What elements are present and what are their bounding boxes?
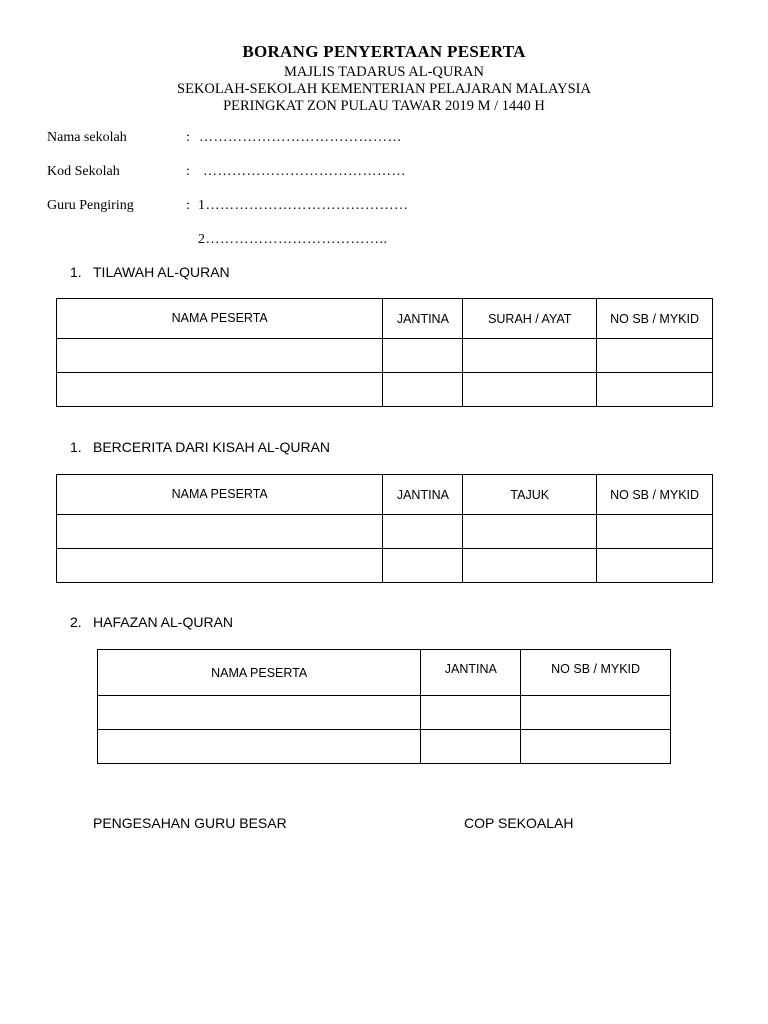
event-level: PERINGKAT ZON PULAU TAWAR 2019 M / 1440 H xyxy=(223,98,545,114)
header-no-sb-mykid: NO SB / MYKID xyxy=(597,299,713,339)
table-header-row xyxy=(57,299,713,339)
header-tajuk: TAJUK xyxy=(463,475,597,515)
surah-ayat-cell[interactable] xyxy=(463,373,597,407)
header-nama-peserta: NAMA PESERTA xyxy=(98,650,421,696)
table-row xyxy=(57,339,713,373)
guru-pengiring-colon: : xyxy=(186,198,190,213)
bercerita-table xyxy=(56,474,713,583)
table-header-row xyxy=(57,475,713,515)
guru-pengiring-field-2[interactable]: 2……………………………….. xyxy=(198,232,388,247)
jantina-cell[interactable] xyxy=(383,549,463,583)
no-sb-mykid-cell[interactable] xyxy=(521,696,671,730)
kod-sekolah-colon: : xyxy=(186,164,190,179)
hafazan-table xyxy=(97,649,671,764)
section-label: HAFAZAN AL-QURAN xyxy=(93,614,234,630)
tajuk-cell[interactable] xyxy=(463,549,597,583)
no-sb-mykid-cell[interactable] xyxy=(597,339,713,373)
form-title: BORANG PENYERTAAN PESERTA xyxy=(242,42,526,61)
nama-peserta-cell[interactable] xyxy=(57,373,383,407)
header-nama-peserta: NAMA PESERTA xyxy=(57,299,383,339)
table-row xyxy=(57,373,713,407)
section-number: 1. xyxy=(70,439,82,455)
header-surah-ayat: SURAH / AYAT xyxy=(463,299,597,339)
section-label: BERCERITA DARI KISAH AL-QURAN xyxy=(93,439,331,455)
event-name: MAJLIS TADARUS AL-QURAN xyxy=(284,64,484,80)
table-row xyxy=(98,696,671,730)
header-jantina: JANTINA xyxy=(383,299,463,339)
header-jantina: JANTINA xyxy=(383,475,463,515)
nama-sekolah-label: Nama sekolah xyxy=(47,130,127,145)
tilawah-table xyxy=(56,298,713,407)
organizer-name: SEKOLAH-SEKOLAH KEMENTERIAN PELAJARAN MALAYSIA xyxy=(177,81,591,97)
no-sb-mykid-cell[interactable] xyxy=(597,515,713,549)
header-nama-peserta: NAMA PESERTA xyxy=(57,475,383,515)
guru-pengiring-field-1[interactable]: 1…………………………………… xyxy=(198,198,409,213)
kod-sekolah-field[interactable]: …………………………………… xyxy=(203,164,406,179)
table-row xyxy=(57,515,713,549)
section-number: 2. xyxy=(70,614,82,630)
tajuk-cell[interactable] xyxy=(463,515,597,549)
no-sb-mykid-cell[interactable] xyxy=(521,730,671,764)
table-row xyxy=(98,730,671,764)
nama-sekolah-field[interactable]: …………………………………… xyxy=(199,130,402,145)
school-stamp-label: COP SEKOALAH xyxy=(464,815,574,831)
section-tilawah-title xyxy=(70,264,230,280)
no-sb-mykid-cell[interactable] xyxy=(597,549,713,583)
table-row xyxy=(57,549,713,583)
jantina-cell[interactable] xyxy=(383,339,463,373)
section-label: TILAWAH AL-QURAN xyxy=(93,264,230,280)
jantina-cell[interactable] xyxy=(383,515,463,549)
nama-peserta-cell[interactable] xyxy=(57,339,383,373)
table-header-row xyxy=(98,650,671,696)
jantina-cell[interactable] xyxy=(421,730,521,764)
section-hafazan-title xyxy=(70,614,233,630)
header-jantina: JANTINA xyxy=(421,650,521,696)
no-sb-mykid-cell[interactable] xyxy=(597,373,713,407)
header-no-sb-mykid: NO SB / MYKID xyxy=(521,650,671,696)
headmaster-approval-label: PENGESAHAN GURU BESAR xyxy=(93,815,287,831)
jantina-cell[interactable] xyxy=(383,373,463,407)
nama-peserta-cell[interactable] xyxy=(98,696,421,730)
header-no-sb-mykid: NO SB / MYKID xyxy=(597,475,713,515)
guru-pengiring-label: Guru Pengiring xyxy=(47,198,134,213)
nama-peserta-cell[interactable] xyxy=(57,549,383,583)
nama-peserta-cell[interactable] xyxy=(57,515,383,549)
kod-sekolah-label: Kod Sekolah xyxy=(47,164,120,179)
surah-ayat-cell[interactable] xyxy=(463,339,597,373)
section-bercerita-title xyxy=(70,439,330,455)
nama-peserta-cell[interactable] xyxy=(98,730,421,764)
section-number: 1. xyxy=(70,264,82,280)
nama-sekolah-colon: : xyxy=(186,130,190,145)
jantina-cell[interactable] xyxy=(421,696,521,730)
